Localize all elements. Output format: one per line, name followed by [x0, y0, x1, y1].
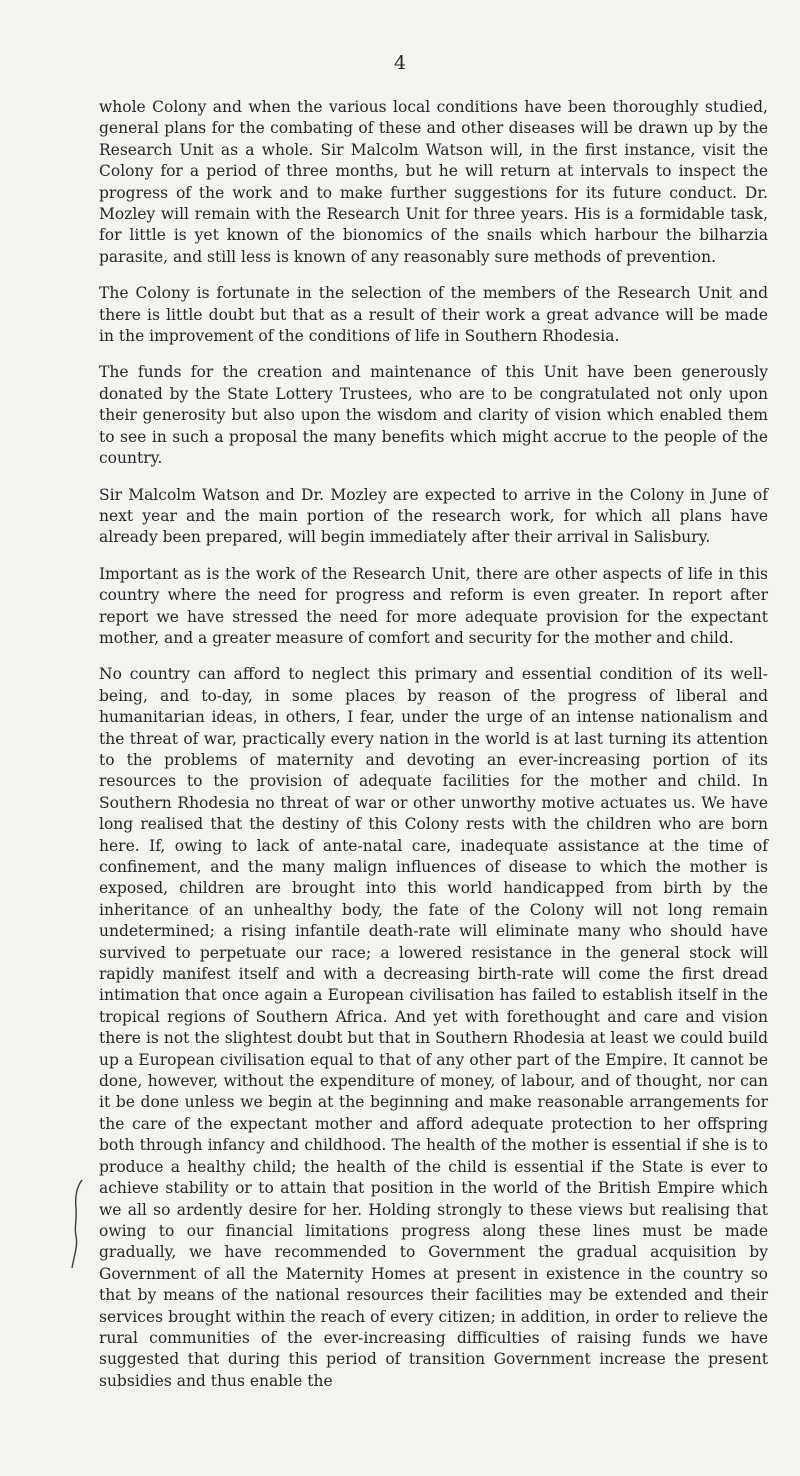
page-number: 4: [393, 52, 407, 74]
paragraph-4: Sir Malcolm Watson and Dr. Mozley are expected to arrive in the Colony in June of next year and the main portion of the research work, for which all plans have already been prepared, will begin immediately after their arrival in Salisbury.: [99, 485, 768, 547]
paragraph-5: Important as is the work of the Research Unit, there are other aspects of life in this country where the need for progress and reform is even greater. In report after report we have stressed the need for more adequate provision for the expectant mother, and a greater measure of comfort and security for the mother and child.: [99, 564, 768, 647]
paragraph-1: whole Colony and when the various local conditions have been thoroughly studied, general plans for the combating of these and other diseases will be drawn up by the Research Unit as a whole. Sir Malcolm Watson will, in the first instance, visit the Colony for a period of three months, but he will return at intervals to inspect the progress of the work and to make further suggestions for its future conduct. Dr. Mozley will remain with the Research Unit for three years. His is a formidable task, for little is yet known of the bionomics of the snails which harbour the bilharzia parasite, and still less is known of any reasonably sure methods of prevention.: [99, 98, 768, 266]
paragraph-2: The Colony is fortunate in the selection of the members of the Research Unit and there is little doubt but that as a result of their work a great advance will be made in the improvement of the conditions of life in Southern Rhodesia.: [99, 284, 768, 346]
body-text: [99, 97, 768, 1407]
paragraph-3: The funds for the creation and maintenance of this Unit have been generously donated by the State Lottery Trustees, who are to be congratulated not only upon their generosity but also upon the wisdom and clarity of vision which enabled them to see in such a proposal the many benefits which might accrue to the people of the country.: [99, 363, 768, 468]
paragraph-6: No country can afford to neglect this primary and essential condition of its well-being, and to-day, in some places by reason of the progress of liberal and humanitarian ideas, in others, I fear, under the urge of an intense nationalism and the threat of war, practically every nation in the world is at last turning its attention to the problems of maternity and devoting an ever-increasing portion of its resources to the provision of adequate facilities for the mother and child. In Southern Rhodesia no threat of war or other unworthy motive actuates us. We have long realised that the destiny of this Colony rests with the children who are born here. If, owing to lack of ante-natal care, inadequate assistance at the time of confinement, and the many malign influences of disease to which the mother is exposed, children are brought into this world handicapped from birth by the inheritance of an unhealthy body, the fate of the Colony will not long remain undetermined; a rising infantile death-rate will eliminate many who should have survived to perpetuate our race; a lowered resistance in the general stock will rapidly manifest itself and with a decreasing birth-rate will come the first dread intimation that once again a European civilisation has failed to establish itself in the tropical regions of Southern Africa. And yet with forethought and care and vision there is not the slightest doubt but that in Southern Rhodesia at least we could build up a European civilisation equal to that of any other part of the Empire. It cannot be done, however, without the expenditure of money, of labour, and of thought, nor can it be done unless we begin at the beginning and make reasonable arrangements for the care of the expectant mother and afford adequate protection to her offspring both through infancy and childhood. The health of the mother is essential if she is to produce a healthy child; the health of the child is essential if the State is ever to achieve stability or to attain that position in the world of the British Empire which we all so ardently desire for her. Holding strongly to these views but realising that owing to our financial limitations progress along these lines must be made gradually, we have recommended to Government the gradual acquisition by Government of all the Maternity Homes at present in existence in the country so that by means of the national resources their facilities may be extended and their services brought within the reach of every citizen; in addition, in order to relieve the rural communities of the ever-increasing difficulties of raising funds we have suggested that during this period of transition Government increase the present subsidies and thus enable the: [99, 665, 768, 1390]
margin-bracket-mark: [70, 1178, 86, 1270]
